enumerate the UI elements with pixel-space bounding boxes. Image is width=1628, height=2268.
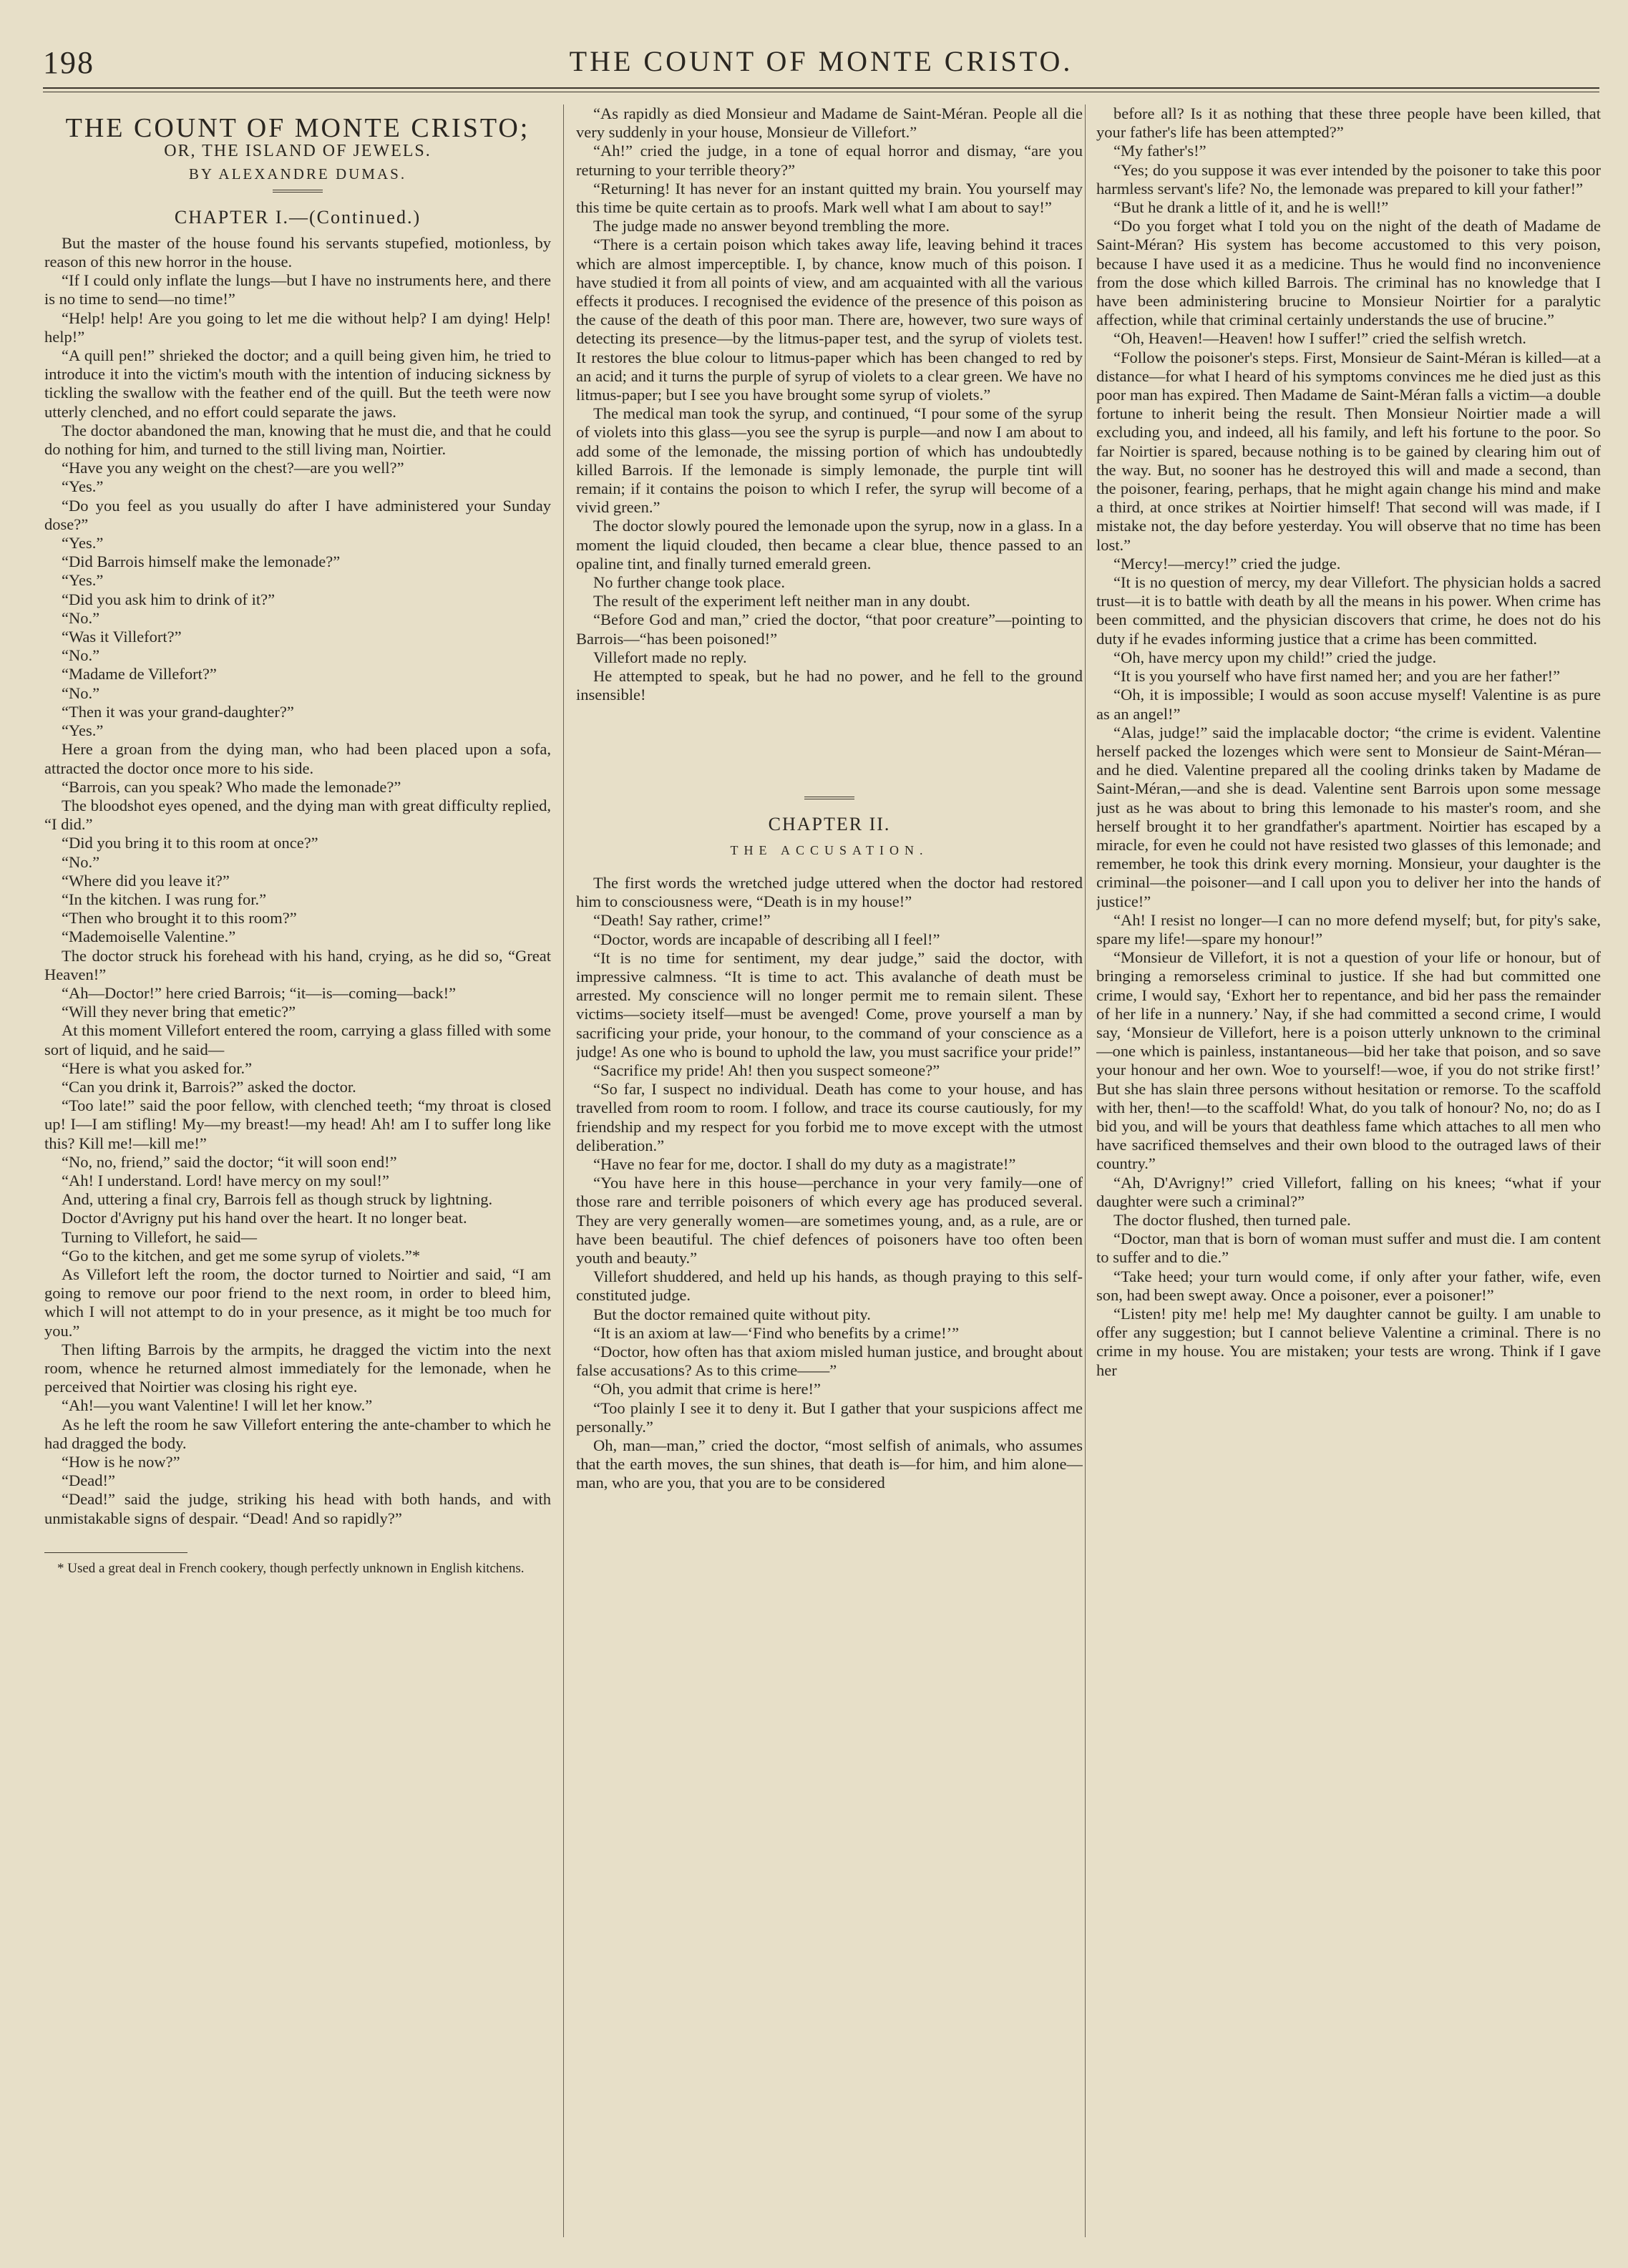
column-2 bbox=[576, 104, 1083, 2244]
paragraph: “There is a certain poison which takes away life, leaving behind it traces which are almost imperceptible. I, by chance, know much of this poison. I have studied it from all points of view, and am acquainted with all the various effects it produces. I recognised the evidence of the presence of this poison as the cause of the death of this poor man. There are, however, two sure ways of detecting its presence—by the litmus-paper test, and the syrup of violets test. It restores the blue colour to litmus-paper which has been changed to red by an acid; and it turns the purple of syrup of violets to a clear green. We have no litmus-paper; but I see you have brought some syrup of violets.” bbox=[576, 235, 1083, 404]
paragraph: “Have you any weight on the chest?—are you well?” bbox=[62, 459, 404, 477]
column-3-paragraphs bbox=[1096, 104, 1601, 1380]
paragraph: “Oh, have mercy upon my child!” cried the judge. bbox=[1113, 648, 1437, 666]
paragraph: “Doctor, how often has that axiom misled human justice, and brought about false accusations? As to this crime——” bbox=[576, 1342, 1083, 1380]
paragraph: The doctor slowly poured the lemonade upon the syrup, now in a glass. In a moment the liquid clouded, then became a clear blue, thence passed to an opaline tint, and finally turned emerald green. bbox=[576, 517, 1083, 573]
paragraph: No further change took place. bbox=[593, 573, 786, 592]
paragraph: “Yes.” bbox=[62, 721, 104, 740]
paragraph: “A quill pen!” shrieked the doctor; and a quill being given him, he tried to introduce it into the victim's mouth with the intention of inducing sickness by tickling the swallow with the feather end of the quill. But the teeth were now utterly clenched, and no effort could separate the jaws. bbox=[44, 346, 551, 421]
column-2-paragraphs-a bbox=[576, 104, 1083, 705]
paragraph: The result of the experiment left neither man in any doubt. bbox=[593, 592, 970, 610]
paragraph: “No.” bbox=[62, 683, 100, 702]
ornament-rule bbox=[804, 797, 854, 799]
paragraph: The bloodshot eyes opened, and the dying man with great difficulty replied, “I did.” bbox=[44, 796, 551, 834]
paragraph: “Can you drink it, Barrois?” asked the doctor. bbox=[62, 1077, 356, 1096]
paragraph: “If I could only inflate the lungs—but I have no instruments here, and there is no time to send—no time!” bbox=[44, 271, 551, 308]
paragraph: “Ah!” cried the judge, in a tone of equal horror and dismay, “are you returning to your terrible theory?” bbox=[576, 142, 1083, 179]
paragraph: before all? Is it as nothing that these three people have been killed, that your father's life has been attempted?” bbox=[1096, 104, 1601, 142]
header-rule bbox=[43, 87, 1599, 89]
paragraph: “No.” bbox=[62, 646, 100, 665]
paragraph: As Villefort left the room, the doctor turned to Noirtier and said, “I am going to remove our poor friend to the next room, in order to bleed him, which I will not attempt to do in your presence, as it might be too much for you.” bbox=[44, 1265, 551, 1340]
paragraph: “Have no fear for me, doctor. I shall do my duty as a magistrate!” bbox=[593, 1154, 1016, 1173]
paragraph: “Will they never bring that emetic?” bbox=[62, 1003, 296, 1021]
paragraph: The first words the wretched judge uttered when the doctor had restored him to consciousness were, “Death is in my house!” bbox=[576, 873, 1083, 911]
paragraph: “Oh, Heaven!—Heaven! how I suffer!” cried the selfish wretch. bbox=[1113, 329, 1526, 348]
paragraph: “Oh, it is impossible; I would as soon accuse myself! Valentine is as pure as an angel!” bbox=[1096, 686, 1601, 723]
paragraph: “No, no, friend,” said the doctor; “it will soon end!” bbox=[62, 1152, 397, 1171]
column-1 bbox=[44, 104, 551, 2244]
footnote: * Used a great deal in French cookery, though perfectly unknown in English kitchens. bbox=[57, 1560, 525, 1576]
paragraph: And, uttering a final cry, Barrois fell as though struck by lightning. bbox=[62, 1190, 493, 1209]
paragraph: “Yes.” bbox=[62, 571, 104, 590]
paragraph: Turning to Villefort, he said— bbox=[62, 1227, 258, 1246]
paragraph: “Do you forget what I told you on the night of the death of Madame de Saint-Méran? His system has become accustomed to this very poison, because I have used it as a medicine. Thus he would find no inconvenience from the dose which killed Barrois. The criminal has no knowledge that I have been administering brucine to Monsieur Noirtier for a paralytic affection, while that criminal certainly understands the use of brucine.” bbox=[1096, 217, 1601, 329]
paragraph: “Dead!” said the judge, striking his head with both hands, and with unmistakable signs of despair. “Dead! And so rapidly?” bbox=[44, 1490, 551, 1527]
column-2-paragraphs-b bbox=[576, 874, 1083, 1493]
paragraph: He attempted to speak, but he had no power, and he fell to the ground insensible! bbox=[576, 667, 1083, 704]
chapter-2-subtitle: THE ACCUSATION. bbox=[730, 842, 929, 857]
paragraph: “Mercy!—mercy!” cried the judge. bbox=[1113, 554, 1341, 573]
paragraph: “In the kitchen. I was rung for.” bbox=[62, 890, 267, 908]
paragraph: The judge made no answer beyond trembling the more. bbox=[593, 217, 950, 235]
paragraph: “Take heed; your turn would come, if only after your father, wife, even son, had been swept away. Once a poisoner, ever a poisoner!” bbox=[1096, 1267, 1601, 1304]
paragraph: “Alas, judge!” said the implacable doctor; “the crime is evident. Valentine herself packed the lozenges which were sent to Monsieur de Saint-Méran—and he died. Valentine prepared all the cooling drinks taken by Madame de Saint-Méran,—and she is dead. Valentine sent Barrois upon some message just as he was about to bring this lemonade to his master's room, and she herself brought it to her grandfather's apartment. Noirtier has escaped by a miracle, for even he could not have resisted two glasses of this lemonade; and remember, he took this drink every morning. Monsieur, your daughter is the criminal—the poisoner—and I call upon you to deliver her into the hands of justice!” bbox=[1096, 723, 1601, 910]
paragraph: “Yes.” bbox=[62, 534, 104, 553]
paragraph: “Returning! It has never for an instant quitted my brain. You yourself may this time be quite certain as to proofs. Mark well what I am about to say!” bbox=[576, 179, 1083, 217]
paragraph: The doctor struck his forehead with his hand, crying, as he did so, “Great Heaven!” bbox=[44, 946, 551, 983]
paragraph: “Madame de Villefort?” bbox=[62, 665, 217, 683]
paragraph: “Listen! pity me! help me! My daughter cannot be guilty. I am unable to offer any suggestion; but I cannot believe Valentine a criminal. There is no crime in my house. You are mistaken; your tests are wrong. Think if I gave her bbox=[1096, 1305, 1601, 1379]
column-divider bbox=[563, 104, 564, 2237]
paragraph: “Go to the kitchen, and get me some syrup of violets.”* bbox=[62, 1246, 421, 1265]
paragraph: “Death! Say rather, crime!” bbox=[593, 911, 771, 930]
paragraph: “Too late!” said the poor fellow, with clenched teeth; “my throat is closed up! I—I am stifling! My—my breast!—my head! Ah! am I to suffer long like this? Kill me!—kill me!” bbox=[44, 1096, 551, 1152]
paragraph: “Mademoiselle Valentine.” bbox=[62, 928, 236, 946]
paragraph: “It is no time for sentiment, my dear judge,” said the doctor, with impressive calmness. “It is time to act. This avalanche of death must be arrested. My conscience will no longer permit me to remain silent. These victims—society itself—must be avenged! Come, prove yourself a man by sacrificing your pride, your honour, to the command of your conscience as a judge! As one who is bound to uphold the law, you must sacrifice your pride!” bbox=[576, 948, 1083, 1061]
paragraph: As he left the room he saw Villefort entering the ante-chamber to which he had dragged the body. bbox=[44, 1415, 551, 1452]
paragraph: “Yes; do you suppose it was ever intended by the poisoner to take this poor harmless servant's life? No, the lemonade was prepared to kill your father!” bbox=[1096, 160, 1601, 198]
ornament-rule bbox=[273, 190, 323, 193]
paragraph: “It is you yourself who have first named her; and you are her father!” bbox=[1113, 667, 1561, 686]
paragraph: “Then it was your grand-daughter?” bbox=[62, 702, 294, 721]
paragraph: “No.” bbox=[62, 852, 100, 871]
paragraph: “Sacrifice my pride! Ah! then you suspect someone?” bbox=[593, 1061, 940, 1079]
paragraph: Doctor d'Avrigny put his hand over the heart. It no longer beat. bbox=[62, 1209, 467, 1227]
paragraph: “Do you feel as you usually do after I have administered your Sunday dose?” bbox=[44, 496, 551, 533]
paragraph: “Doctor, man that is born of woman must suffer and must die. I am content to suffer and to die.” bbox=[1096, 1230, 1601, 1267]
paragraph: “It is no question of mercy, my dear Villefort. The physician holds a sacred trust—it is to battle with death by all the means in his power. When crime has been committed, and the physician discovers that crime, he does not do his duty if he evades informing justice that a crime has been committed. bbox=[1096, 573, 1601, 648]
paragraph: The doctor flushed, then turned pale. bbox=[1113, 1210, 1351, 1229]
page-number: 198 bbox=[43, 45, 94, 80]
paragraph: Here a groan from the dying man, who had been placed upon a sofa, attracted the doctor once more to his side. bbox=[44, 740, 551, 777]
paragraph: “Ah! I resist no longer—I can no more defend myself; but, for pity's sake, spare my life!—spare my honour!” bbox=[1096, 910, 1601, 948]
paragraph: “Ah!—you want Valentine! I will let her know.” bbox=[62, 1396, 373, 1415]
paragraph: But the master of the house found his servants stupefied, motionless, by reason of this new horror in the house. bbox=[44, 233, 551, 271]
paragraph: Villefort made no reply. bbox=[593, 648, 747, 666]
paragraph: “But he drank a little of it, and he is well!” bbox=[1113, 198, 1389, 217]
paragraph: “Did you bring it to this room at once?” bbox=[62, 834, 318, 852]
paragraph: “So far, I suspect no individual. Death has come to your house, and has travelled from room to room. I follow, and trace its course cautiously, for my friendship and my respect for you forbid me to move except with the utmost deliberation.” bbox=[576, 1080, 1083, 1154]
column-3 bbox=[1096, 104, 1601, 2244]
paragraph: “Doctor, words are incapable of describing all I feel!” bbox=[593, 930, 940, 948]
paragraph: Then lifting Barrois by the armpits, he dragged the victim into the next room, whence he returned almost immediately for the lemonade, when he perceived that Noirtier was closing his right eye. bbox=[44, 1340, 551, 1396]
paragraph: At this moment Villefort entered the room, carrying a glass filled with some sort of liquid, and he said— bbox=[44, 1021, 551, 1058]
column-divider bbox=[1085, 104, 1086, 2237]
paragraph: “Oh, you admit that crime is here!” bbox=[593, 1380, 822, 1398]
running-title: THE COUNT OF MONTE CRISTO. bbox=[569, 45, 1073, 77]
paragraph: “Ah—Doctor!” here cried Barrois; “it—is—coming—back!” bbox=[62, 983, 457, 1002]
paragraph: “Too plainly I see it to deny it. But I gather that your suspicions affect me personally.” bbox=[576, 1398, 1083, 1436]
paragraph: “Yes.” bbox=[62, 477, 104, 496]
section-spacer bbox=[576, 705, 1083, 791]
story-subtitle: OR, THE ISLAND OF JEWELS. bbox=[164, 142, 432, 161]
paragraph: “Ah! I understand. Lord! have mercy on my soul!” bbox=[62, 1171, 389, 1189]
paragraph: The doctor abandoned the man, knowing that he must die, and that he could do nothing for him, and turned to the still living man, Noirtier. bbox=[44, 421, 551, 459]
paragraph: “You have here in this house—perchance in your very family—one of those rare and terrible poisoners of which every age has produced several. They are very generally women—are sometimes young, and, as a rule, are or have been beautiful. The chief defences of poisoners have too often been youth and beauty.” bbox=[576, 1174, 1083, 1267]
column-1-paragraphs bbox=[44, 234, 551, 1528]
paragraph: “Monsieur de Villefort, it is not a question of your life or honour, but of bringing a remorseless criminal to justice. If she had but committed one crime, I would say, ‘Exhort her to repentance, and bid her pass the remainder of her life in a nunnery.’ Nay, if she had committed a second crime, I would say, ‘Monsieur de Villefort, here is a poison utterly unknown to the criminal—one which is painless, instantaneous—bid her take that poison, and so save your honour and her own. Woe to yourself!—woe, if you do not strike first!’ But she has slain three persons without hesitation or remorse. To the scaffold with her, then!—to the scaffold! What, do you talk of honour? No, no; do as I bid you, and will be yours that deathless fame which attaches to all men who have sacrificed themselves and their own blood to the outraged laws of their country.” bbox=[1096, 948, 1601, 1173]
paragraph: The medical man took the syrup, and continued, “I pour some of the syrup of violets into this glass—you see the syrup is purple—and now I am about to add some of the lemonade, the missing portion of which has undoubtedly killed Barrois. If the lemonade is simply lemonade, the purple tint will remain; if it contains the poison to which I refer, the syrup will become of a vivid green.” bbox=[576, 404, 1083, 517]
paragraph: “Where did you leave it?” bbox=[62, 871, 230, 890]
paragraph: “How is he now?” bbox=[62, 1453, 180, 1471]
paragraph: “It is an axiom at law—‘Find who benefits by a crime!’” bbox=[593, 1323, 960, 1342]
story-title: THE COUNT OF MONTE CRISTO; bbox=[65, 113, 530, 143]
paragraph: “Did you ask him to drink of it?” bbox=[62, 590, 276, 608]
paragraph: “Then who brought it to this room?” bbox=[62, 909, 297, 928]
paragraph: “Before God and man,” cried the doctor, “that poor creature”—pointing to Barrois—“has been poisoned!” bbox=[576, 610, 1083, 648]
page-header bbox=[43, 44, 1599, 87]
footnote-rule bbox=[44, 1552, 187, 1553]
paragraph: “No.” bbox=[62, 608, 100, 627]
paragraph: “Ah, D'Avrigny!” cried Villefort, falling on his knees; “what if your daughter were such a criminal?” bbox=[1096, 1173, 1601, 1210]
paragraph: “Was it Villefort?” bbox=[62, 628, 182, 646]
paragraph: “Did Barrois himself make the lemonade?” bbox=[62, 553, 341, 571]
paragraph: Villefort shuddered, and held up his hands, as though praying to this self-constituted judge. bbox=[576, 1267, 1083, 1305]
paragraph: “As rapidly as died Monsieur and Madame de Saint-Méran. People all die very suddenly in your house, Monsieur de Villefort.” bbox=[576, 104, 1083, 142]
paragraph: “Here is what you asked for.” bbox=[62, 1058, 253, 1077]
paragraph: “Help! help! Are you going to let me die without help? I am dying! Help! help!” bbox=[44, 308, 551, 346]
paragraph: “Follow the poisoner's steps. First, Monsieur de Saint-Méran is killed—at a distance—for what I heard of his symptoms convinces me he died just as this poor man has expired. Then Madame de Saint-Méran falls a victim—a double fortune to inherit being the result. Then Monsieur Noirtier made a will excluding you, and indeed, all his family, and left his fortune to the poor. So far Noirtier is spared, because nothing is to be gained by clearing him out of the way. But, no sooner has he destroyed this will and made a second, than the poisoner, fearing, perhaps, that he might again change his mind and make a third, at once strikes at Noirtier himself! That second will was made, if I mistake not, the day before yesterday. You will observe that no time has been lost.” bbox=[1096, 348, 1601, 554]
chapter-heading: CHAPTER I.—(Continued.) bbox=[174, 206, 421, 228]
paragraph: But the doctor remained quite without pity. bbox=[593, 1305, 871, 1323]
chapter-2-heading: CHAPTER II. bbox=[768, 813, 891, 834]
paragraph: Oh, man—man,” cried the doctor, “most selfish of animals, who assumes that the earth moves, the sun shines, that death is—for him, and him alone—man, who are you, that you are to be considered bbox=[576, 1436, 1083, 1492]
paragraph: “Dead!” bbox=[62, 1471, 115, 1490]
paragraph: “My father's!” bbox=[1113, 142, 1207, 160]
paragraph: “Barrois, can you speak? Who made the lemonade?” bbox=[62, 777, 401, 796]
byline: BY ALEXANDRE DUMAS. bbox=[188, 165, 407, 183]
